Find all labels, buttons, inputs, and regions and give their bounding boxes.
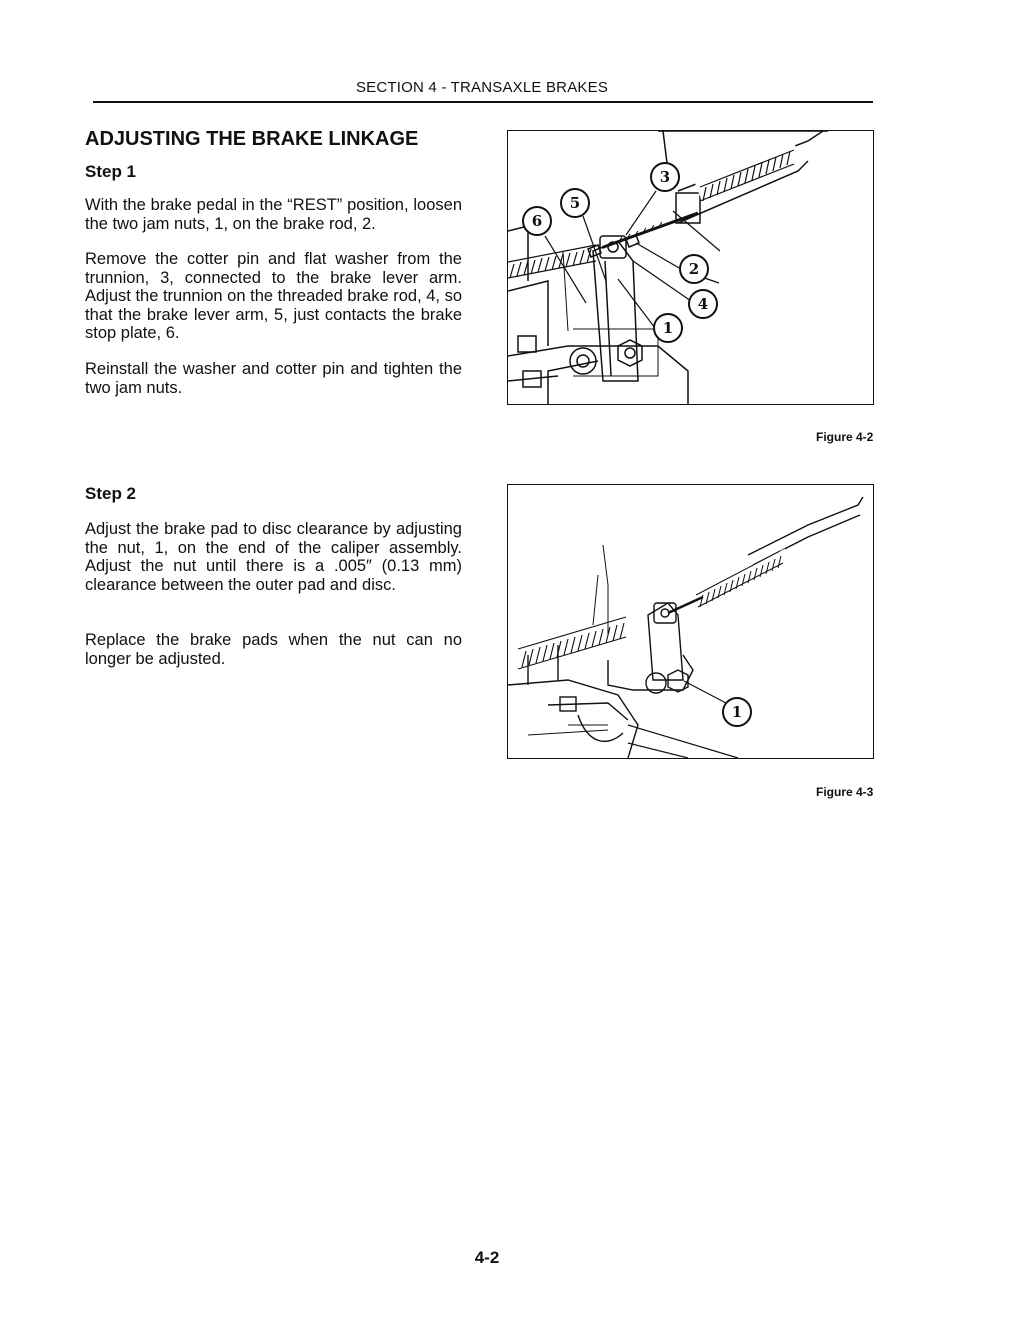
- callout-1-label: 1: [731, 703, 743, 721]
- page-number: 4-2: [474, 1248, 500, 1267]
- step-1-paragraph-3: Reinstall the washer and cotter pin and tighten the two jam nuts.: [85, 360, 462, 397]
- header-rule: [93, 101, 873, 103]
- callout-6-label: 6: [531, 212, 543, 230]
- step-1-paragraph-2: Remove the cotter pin and flat washer from the trunnion, 3, connected to the brake lever arm. Adjust the trunnion on the threaded brake rod, 4, so that the brake lever arm, 5, just contacts the brake stop plate, 6.: [85, 250, 463, 342]
- step-1-label: Step 1: [85, 162, 137, 181]
- callout-5-label: 5: [569, 194, 581, 212]
- step-2-paragraph-2: Replace the brake pads when the nut can no longer be adjusted.: [85, 631, 462, 668]
- callout-4-label: 4: [697, 295, 709, 313]
- callout-3-label: 3: [659, 168, 671, 186]
- figure-4-3-caption: Figure 4-3: [816, 785, 874, 799]
- figure-4-2-caption: Figure 4-2: [816, 430, 874, 444]
- callout-1-label: 1: [662, 319, 674, 337]
- brake-linkage-drawing: [508, 131, 873, 404]
- figure-4-2-illustration: [507, 130, 874, 405]
- figure-4-3-illustration: [507, 484, 874, 759]
- step-2-paragraph-1: Adjust the brake pad to disc clearance by adjusting the nut, 1, on the end of the caliper assembly. Adjust the nut until there is a .005″ (0.13 mm) clearance between the outer pad and disc.: [85, 520, 462, 594]
- caliper-drawing: [508, 485, 873, 758]
- section-header: SECTION 4 - TRANSAXLE BRAKES: [355, 79, 609, 96]
- step-1-paragraph-1: With the brake pedal in the “REST” position, loosen the two jam nuts, 1, on the brake rod, 2.: [85, 196, 462, 233]
- callout-2-label: 2: [688, 260, 700, 278]
- step-2-label: Step 2: [85, 484, 137, 503]
- page-title: ADJUSTING THE BRAKE LINKAGE: [85, 128, 419, 150]
